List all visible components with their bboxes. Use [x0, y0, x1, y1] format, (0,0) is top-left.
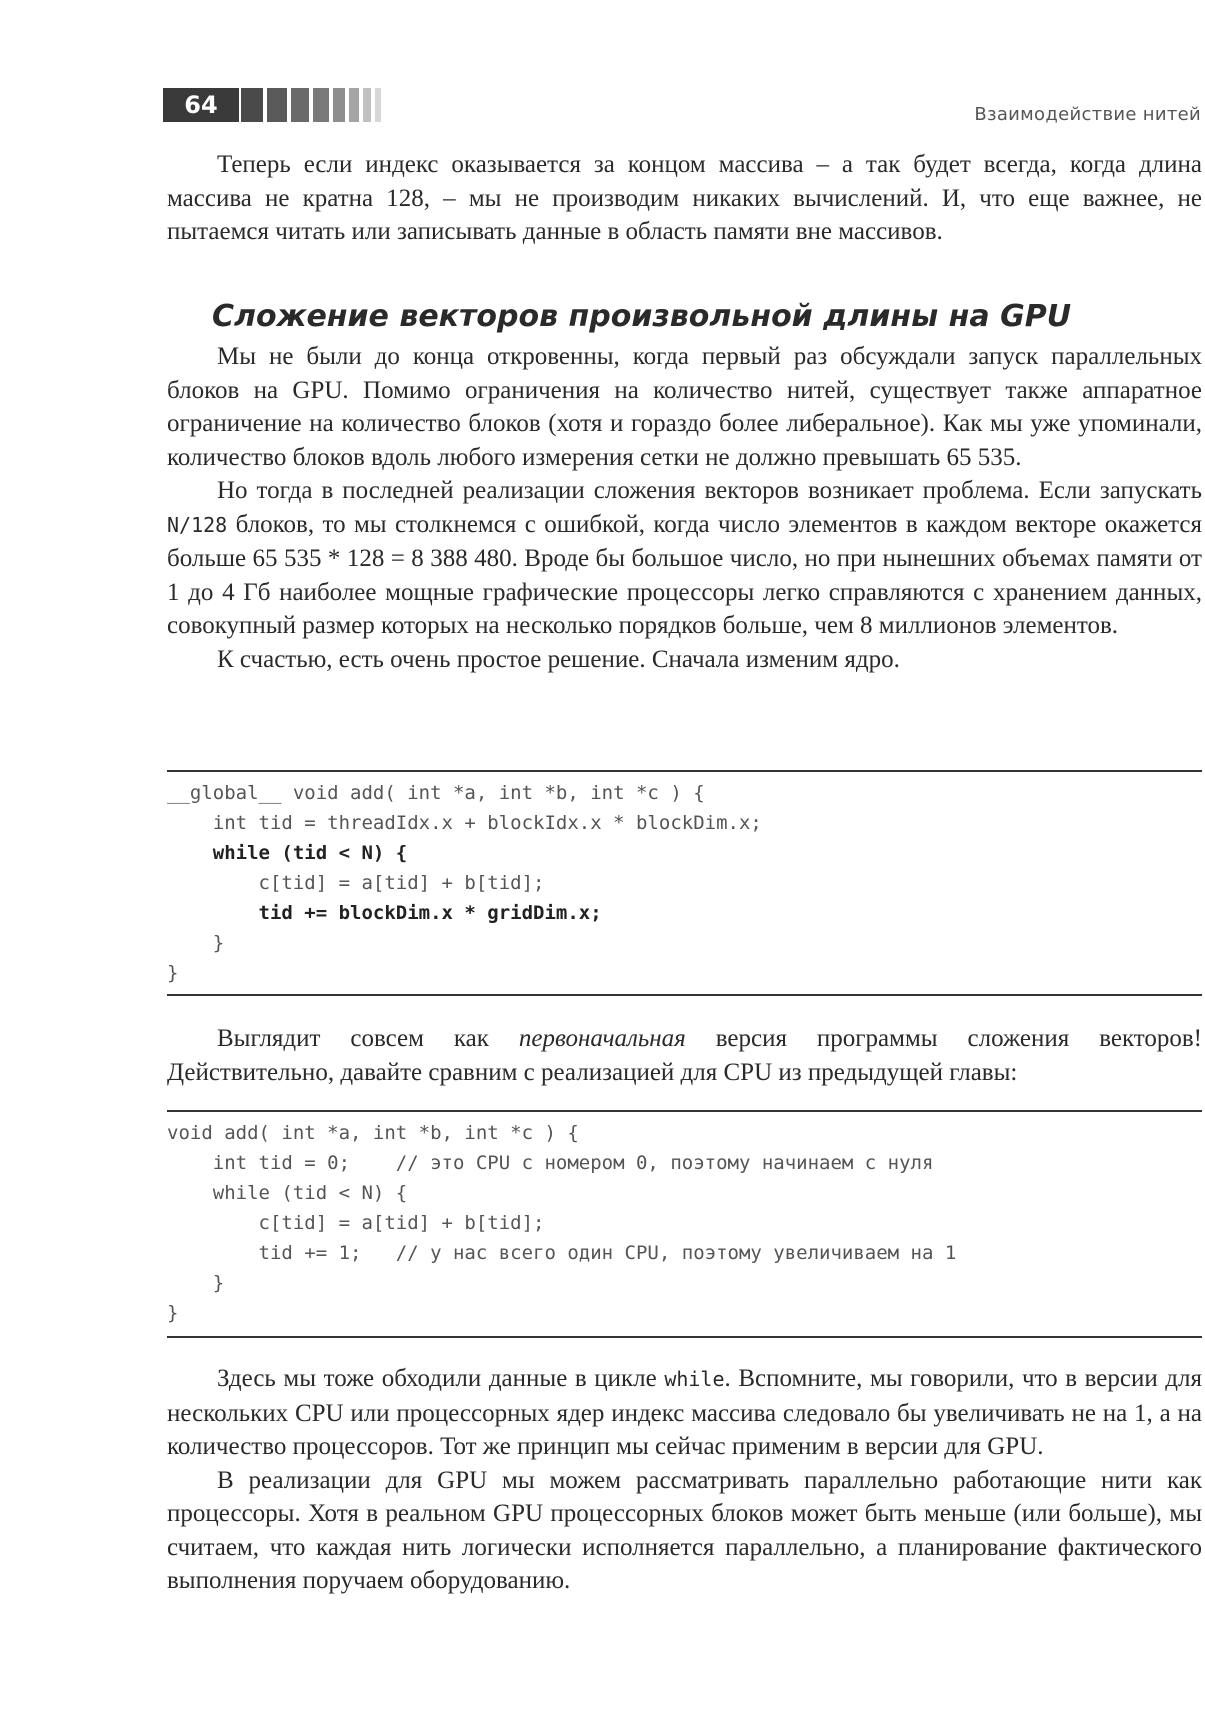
emphasis: первоначальная — [518, 1025, 686, 1052]
code-line: } — [167, 932, 225, 954]
paragraph: Выглядит совсем как первоначальная версия программы сложения векторов! Действительно, давайте сравним с реализацией для CPU из предыдущей главы: — [167, 1025, 1203, 1086]
code-listing-cpu — [167, 1118, 1202, 1328]
code-line: c[tid] = a[tid] + b[tid]; — [167, 872, 545, 894]
paragraph: Здесь мы тоже обходили данные в цикле while. Вспомните, мы говорили, что в версии для нескольких CPU или процессорных ядер индекс массива следовало бы увеличивать не на 1, а на количество процессоров. Тот же принцип мы сейчас применим в версии для GPU. — [167, 1365, 1202, 1460]
header-decoration — [241, 88, 381, 122]
code-line: while (tid < N) { — [167, 1182, 408, 1204]
section-heading: Сложение векторов произвольной длины на GPU — [212, 299, 1072, 334]
code-line: } — [167, 1272, 225, 1294]
body-text — [167, 340, 1202, 676]
inline-code: while — [664, 1367, 725, 1391]
paragraph: Мы не были до конца откровенны, когда первый раз обсуждали запуск параллельных блоков на GPU. Помимо ограничения на количество нитей, существует также аппаратное ограничение на количество блоков (хотя и гораздо более либеральное). Как мы уже упоминали, количество блоков вдоль любого измерения сетки не должно превышать 65 535. — [167, 343, 1202, 471]
code-line: void add( int *a, int *b, int *c ) { — [167, 1122, 579, 1144]
code-line: while (tid < N) { — [167, 842, 408, 864]
code-line: tid += 1; // у нас всего один CPU, поэтому увеличиваем на 1 — [167, 1242, 957, 1264]
code-rule-bottom — [167, 994, 1202, 996]
paragraph: Теперь если индекс оказывается за концом массива – а так будет всегда, когда длина массива не кратна 128, – мы не производим никаких вычислений. И, что еще важнее, не пытаемся читать или записывать данные в область памяти вне массивов. — [167, 151, 1202, 245]
code-rule-top — [167, 1110, 1202, 1112]
code-listing-gpu — [167, 778, 1202, 988]
body-text — [167, 1022, 1202, 1089]
code-line: } — [167, 1302, 179, 1324]
code-line: int tid = threadIdx.x + blockIdx.x * blockDim.x; — [167, 812, 762, 834]
running-head: Взаимодействие нитей — [974, 104, 1201, 125]
code-line: c[tid] = a[tid] + b[tid]; — [167, 1212, 545, 1234]
code-rule-bottom — [167, 1336, 1202, 1338]
inline-code: N/128 — [167, 512, 228, 537]
body-text — [167, 1362, 1202, 1598]
code-line: tid += blockDim.x * gridDim.x; — [167, 902, 602, 924]
code-line: int tid = 0; // это CPU с номером 0, поэтому начинаем с нуля — [167, 1152, 934, 1174]
paragraph-top — [167, 148, 1202, 249]
paragraph: Но тогда в последней реализации сложения векторов возникает проблема. Если запускать N/128 блоков, то мы столкнемся с ошибкой, когда число элементов в каждом векторе окажется больше 65 535 * 128 = 8 388 480. Вроде бы большое число, но при нынешних объемах памяти от 1 до 4 Гб наиболее мощные графические процессоры легко справляются с хранением данных, совокупный размер которых на несколько порядков больше, чем 8 миллионов элементов. — [167, 477, 1202, 639]
paragraph: К счастью, есть очень простое решение. Сначала изменим ядро. — [217, 645, 900, 673]
code-line: __global__ void add( int *a, int *b, int *c ) { — [167, 782, 705, 804]
page-number: 64 — [163, 88, 239, 122]
code-line: } — [167, 962, 179, 984]
paragraph: В реализации для GPU мы можем рассматривать параллельно работающие нити как процессоры. Хотя в реальном GPU процессорных блоков может быть меньше (или больше), мы считаем, что каждая нить логически исполняется параллельно, а планирование фактического выполнения поручаем оборудованию. — [167, 1466, 1202, 1594]
code-rule-top — [167, 770, 1202, 772]
